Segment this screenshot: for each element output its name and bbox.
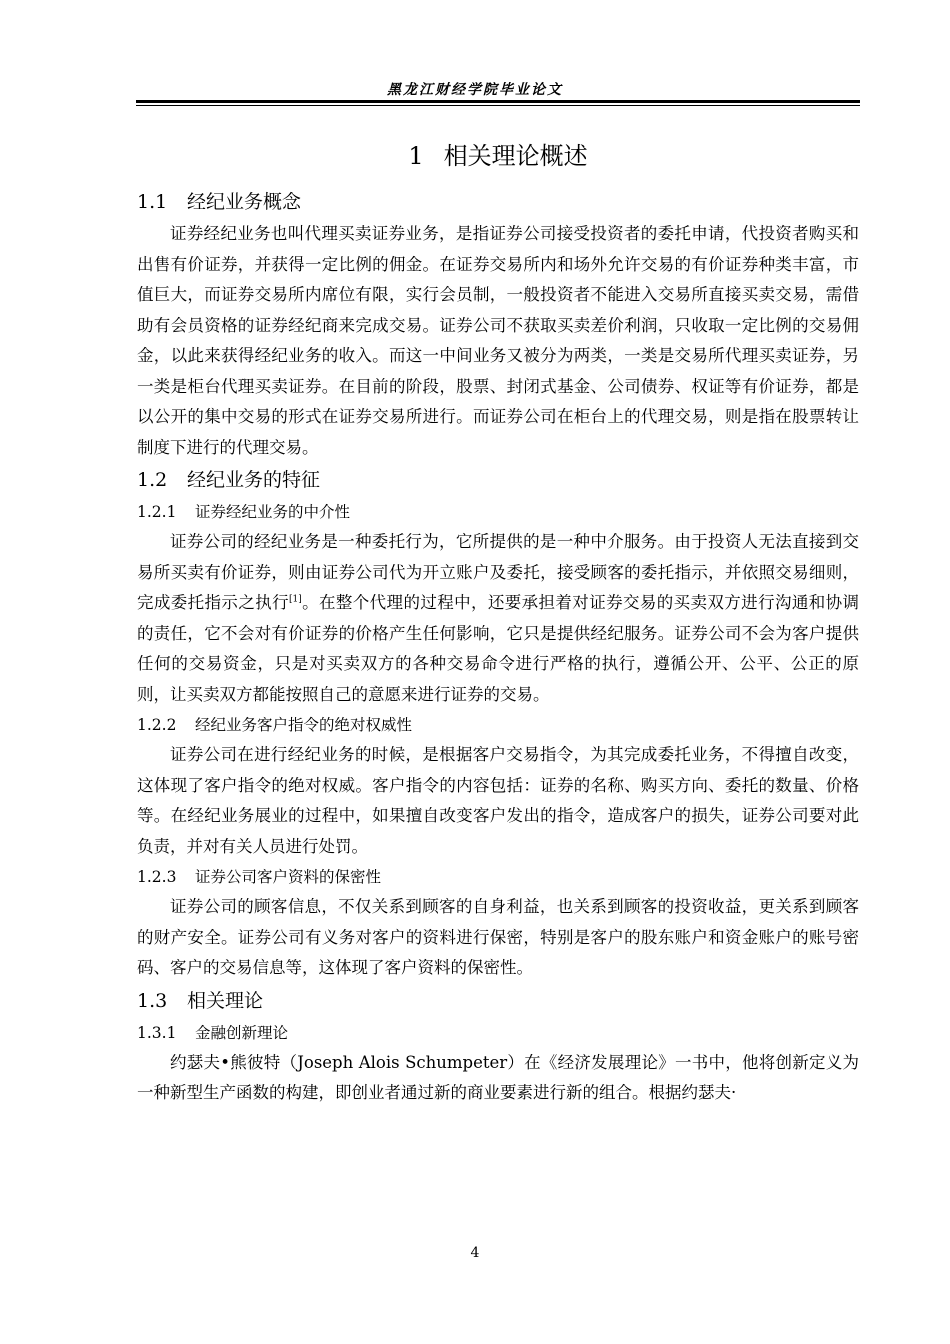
chapter-title: 相关理论概述 <box>443 142 588 170</box>
subsection-heading-1-3-1 <box>137 1018 859 1048</box>
subsection-title: 证券经纪业务的中介性 <box>195 503 351 521</box>
page-content <box>137 128 859 1109</box>
header-rule-thin <box>136 105 860 106</box>
subsection-number: 1.2.2 <box>137 716 177 734</box>
subsection-number: 1.3.1 <box>137 1023 177 1042</box>
header-rule-thick <box>136 100 860 103</box>
section-number: 1.1 <box>137 191 168 213</box>
page-number: 4 <box>470 1245 480 1261</box>
section-heading-1-1 <box>137 185 859 219</box>
subsection-title: 金融创新理论 <box>195 1023 289 1042</box>
section-number: 1.3 <box>137 989 168 1012</box>
chapter-number: 1 <box>408 142 424 170</box>
paragraph-1-2-2: 证券公司在进行经纪业务的时候，是根据客户交易指令，为其完成委托业务，不得擅自改变，这体现了客户指令的绝对权威。客户指令的内容包括：证券的名称、购买方向、委托的数量、价格等。在经纪业务展业的过程中，如果擅自改变客户发出的指令，造成客户的损失，证券公司要对此负责，并对有关人员进行处罚。 <box>137 745 859 856</box>
paragraph-text: 证券公司的经纪业务是一种委托行为，它所提供的是一种中介服务。由于投资人无法直接到交易所买卖有价证券，则由证券公司代为开立账户及委托，接受顾客的委托指示，并依照交易细则，完成委托指示之执行 <box>137 532 859 612</box>
paragraph-text: 。在整个代理的过程中，还要承担着对证券交易的买卖双方进行沟通和协调的责任，它不会对有价证券的价格产生任何影响，它只是提供经纪服务。证券公司不会为客户提供任何的交易资金，只是对买卖双方的各种交易命令进行严格的执行，遵循公开、公平、公正的原则，让买卖双方都能按照自己的意愿来进行证券的交易。 <box>137 593 860 704</box>
section-title: 经纪业务概念 <box>187 191 302 213</box>
subsection-heading-1-2-1 <box>137 497 859 527</box>
paragraph-1-2-3: 证券公司的顾客信息，不仅关系到顾客的自身利益，也关系到顾客的投资收益，更关系到顾客的财产安全。证券公司有义务对客户的资料进行保密，特别是客户的股东账户和资金账户的账号密码、客户的交易信息等，这体现了客户资料的保密性。 <box>137 897 859 977</box>
section-title: 经纪业务的特征 <box>187 469 321 491</box>
subsection-title: 经纪业务客户指令的绝对权威性 <box>195 716 413 734</box>
subsection-number: 1.2.1 <box>137 503 177 521</box>
paragraph-1-1: 证券经纪业务也叫代理买卖证券业务，是指证券公司接受投资者的委托申请，代投资者购买和出售有价证券，并获得一定比例的佣金。在证券交易所内和场外允许交易的有价证券种类丰富，市值巨大，而证券交易所内席位有限，实行会员制，一般投资者不能进入交易所直接买卖交易，需借助有会员资格的证券经纪商来完成交易。证券公司不获取买卖差价利润，只收取一定比例的交易佣金，以此来获得经纪业务的收入。而这一中间业务又被分为两类，一类是交易所代理买卖证券，另一类是柜台代理买卖证券。在目前的阶段，股票、封闭式基金、公司债券、权证等有价证券，都是以公开的集中交易的形式在证券交易所进行。而证券公司在柜台上的代理交易，则是指在股票转让制度下进行的代理交易。 <box>137 224 859 457</box>
chapter-heading <box>137 136 859 171</box>
subsection-heading-1-2-2 <box>137 710 859 740</box>
section-title: 相关理论 <box>187 989 264 1012</box>
section-heading-1-2 <box>137 463 859 497</box>
subsection-title: 证券公司客户资料的保密性 <box>195 868 382 886</box>
subsection-number: 1.2.3 <box>137 868 177 886</box>
paragraph-1-2-1 <box>137 527 859 710</box>
citation-ref: [1] <box>288 594 302 605</box>
subsection-heading-1-2-3 <box>137 862 859 892</box>
section-number: 1.2 <box>137 469 168 491</box>
paragraph-1-3-1: 约瑟夫•熊彼特（Joseph Alois Schumpeter）在《经济发展理论》一书中，他将创新定义为一种新型生产函数的构建，即创业者通过新的商业要素进行新的组合。根据约瑟夫· <box>137 1052 859 1102</box>
section-heading-1-3 <box>137 984 859 1018</box>
running-header-title: 黑龙江财经学院毕业论文 <box>387 82 563 98</box>
